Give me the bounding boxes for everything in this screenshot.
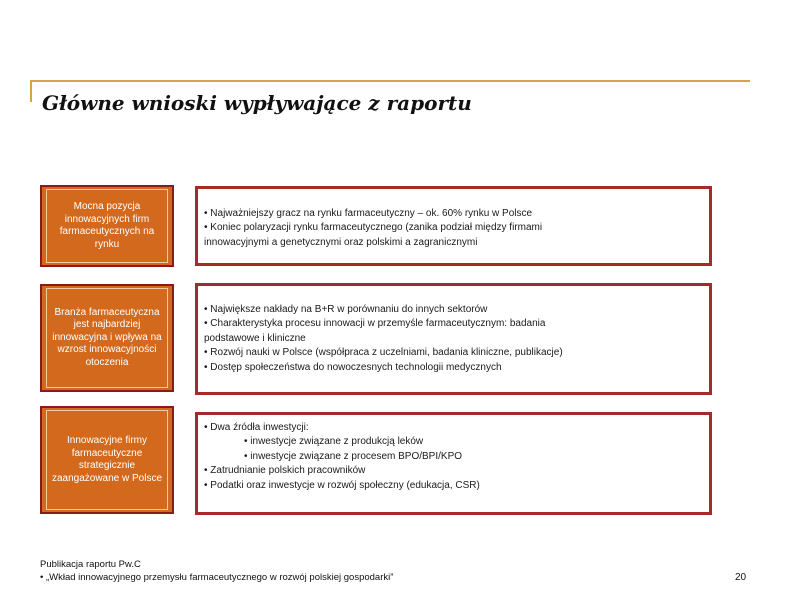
row-2-line-3: podstawowe i kliniczne (204, 332, 306, 344)
slide-title: Główne wnioski wypływające z raportu (42, 91, 472, 115)
footer-note (40, 559, 393, 584)
row-2-line-2: • Charakterystyka procesu innowacji w przemyśle farmaceutycznym: badania (204, 318, 546, 330)
row-2-line-4: • Rozwój nauki w Polsce (współpraca z uczelniami, badania kliniczne, publikacje) (204, 347, 563, 359)
row-1-content-box (195, 186, 712, 266)
footer-line-2: • „Wkład innowacyjnego przemysłu farmaceutycznego w rozwój polskiej gospodarki” (40, 571, 394, 583)
row-2-content-box (195, 283, 712, 395)
header-rule-tick (30, 80, 32, 102)
row-3-content-box (195, 412, 712, 515)
footer-line-1: Publikacja raportu Pw.C (40, 559, 141, 570)
row-3-line-2: • inwestycje związane z produkcją leków (244, 436, 424, 448)
row-3-line-4: • Zatrudnianie polskich pracowników (204, 465, 366, 477)
header-rule (30, 80, 750, 82)
row-1-label: Mocna pozycja innowacyjnych firm farmaceutycznych na rynku (59, 201, 155, 250)
row-2-label-box (40, 284, 174, 392)
page-number: 20 (735, 572, 747, 583)
row-3-label-box (40, 406, 174, 514)
row-3-line-5: • Podatki oraz inwestycje w rozwój społeczny (edukacja, CSR) (204, 479, 480, 491)
row-3-line-1: • Dwa źródła inwestycji: (204, 422, 309, 433)
row-1-line-1: • Najważniejszy gracz na rynku farmaceutyczny – ok. 60% rynku w Polsce (204, 208, 533, 219)
row-1-label-box (40, 185, 174, 267)
row-2-label: Branża farmaceutyczna jest najbardziej innowacyjna i wpływa na wzrost innowacyjności otoczenia (52, 306, 162, 368)
row-3-line-3: • inwestycje związane z procesem BPO/BPI/KPO (244, 450, 463, 462)
row-2-line-1: • Największe nakłady na B+R w porównaniu do innych sektorów (204, 304, 488, 315)
row-2-line-5: • Dostęp społeczeństwa do nowoczesnych technologii medycznych (204, 361, 502, 373)
row-3-label: Innowacyjne firmy farmaceutyczne strategicznie zaangażowane w Polsce (51, 435, 163, 484)
row-1-line-2: • Koniec polaryzacji rynku farmaceutycznego (zanika podział między firmami (204, 222, 543, 234)
row-1-line-3: innowacyjnymi a genetycznymi oraz polskimi a zagranicznymi (204, 236, 478, 248)
